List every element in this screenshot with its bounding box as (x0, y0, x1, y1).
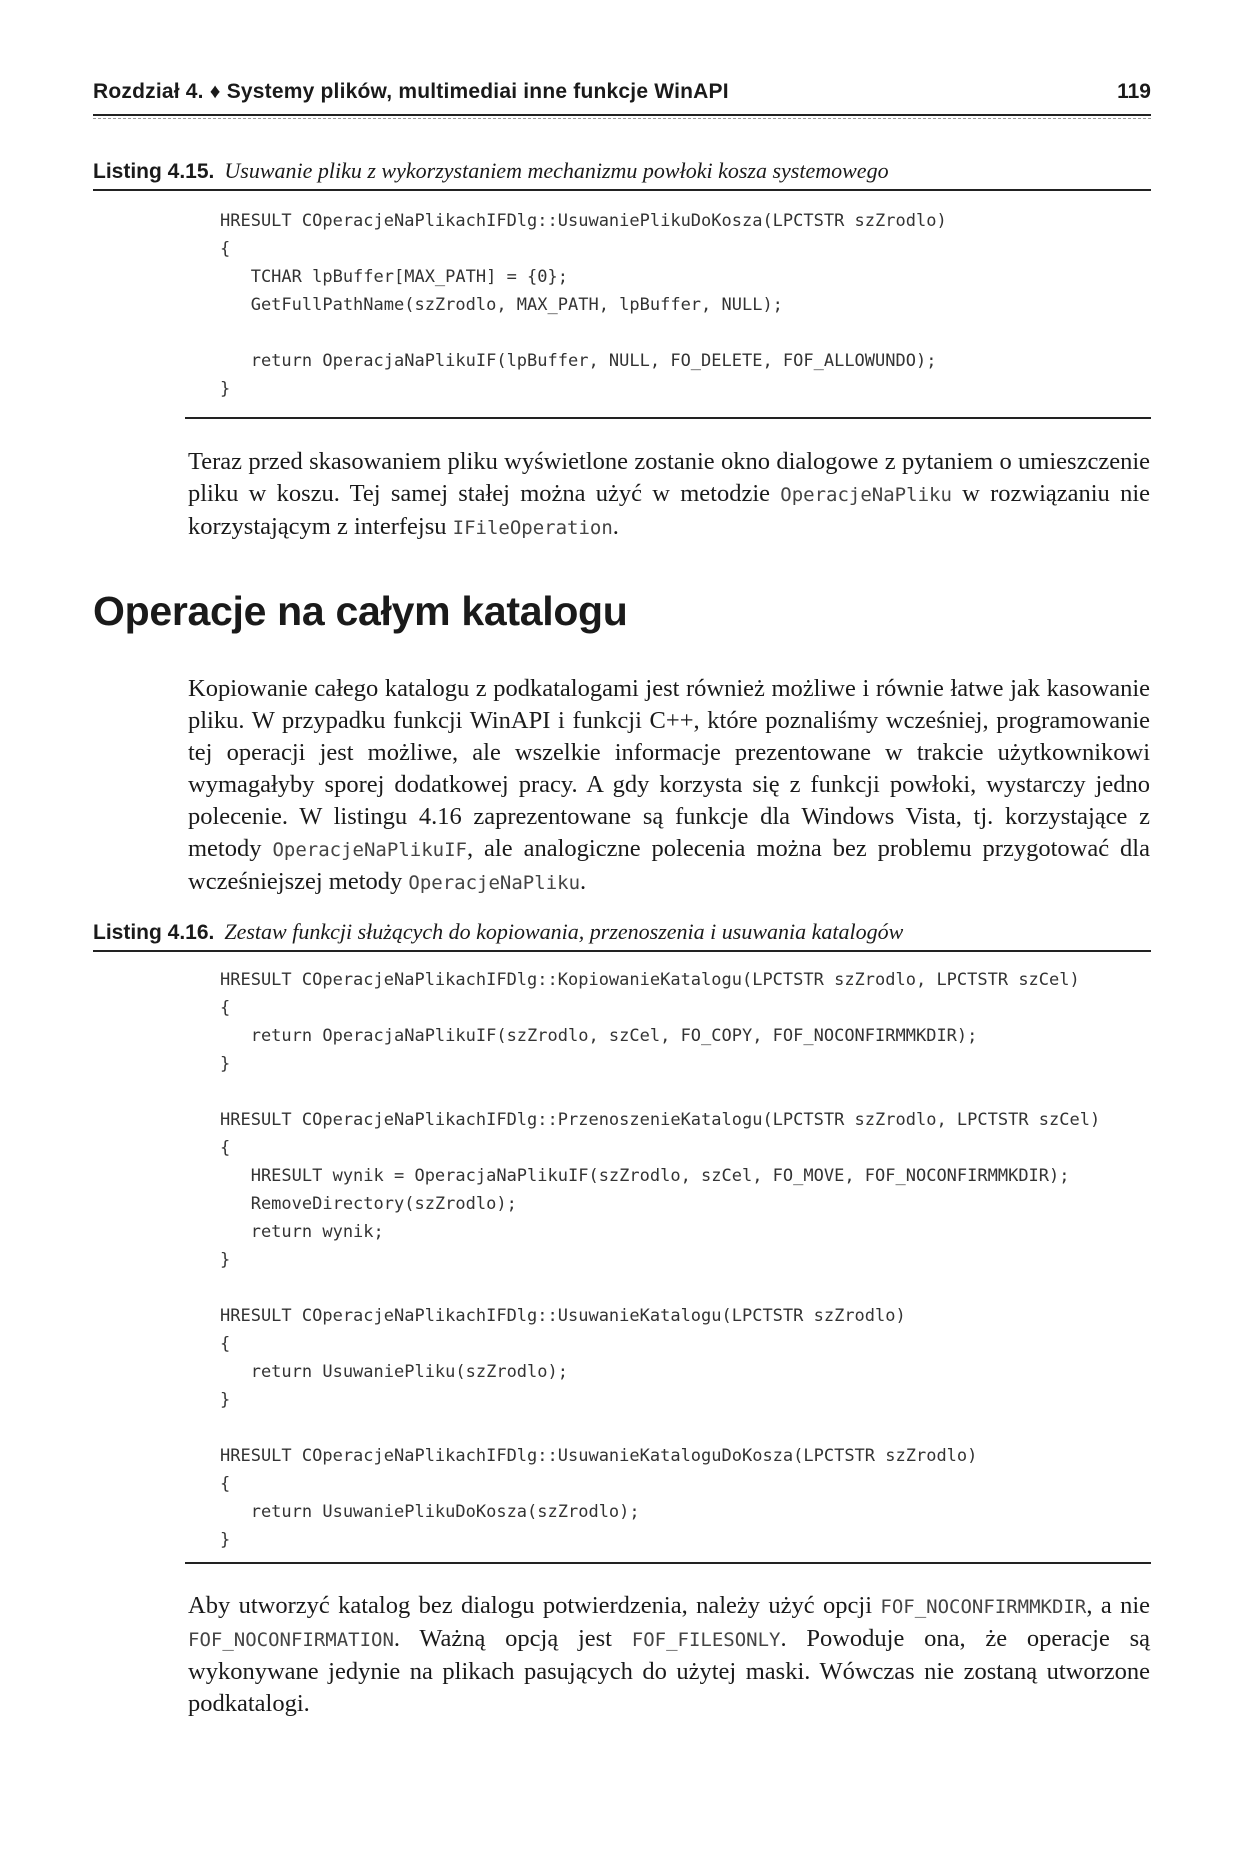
paragraph-1-text: Teraz przed skasowaniem pliku wyświetlone zostanie okno dialogowe z pytaniem o umieszczenie pliku w koszu. Tej samej stałej można użyć w metodzie (188, 448, 1150, 507)
code-line (220, 1414, 1100, 1442)
inline-code-operacjenapliku: OperacjeNaPliku (780, 484, 952, 506)
code-line: { (220, 1138, 231, 1158)
paragraph-1-text-3: . (612, 513, 619, 540)
paragraph-3-text-4: . Powoduje ona, że operacje są wykonywane jedynie na plikach pasujących do użytej maski. Wówczas nie zostaną utworzone podkatalogi. (188, 1625, 1151, 1717)
header-dashed-rule (93, 118, 1151, 119)
section-heading: Operacje na całym katalogu (93, 588, 628, 634)
code-line: TCHAR lpBuffer[MAX_PATH] = {0}; (220, 267, 568, 287)
code-line: { (220, 1334, 231, 1354)
code-line: HRESULT COperacjeNaPlikachIFDlg::UsuwaniePlikuDoKosza(LPCTSTR szZrodlo) (220, 211, 947, 231)
code-line: GetFullPathName(szZrodlo, MAX_PATH, lpBuffer, NULL); (220, 295, 783, 315)
code-line: RemoveDirectory(szZrodlo); (220, 1194, 517, 1214)
inline-code-fof-filesonly: FOF_FILESONLY (631, 1629, 781, 1651)
code-line: HRESULT COperacjeNaPlikachIFDlg::KopiowanieKatalogu(LPCTSTR szZrodlo, LPCTSTR szCel) (220, 970, 1080, 990)
paragraph-2 (188, 673, 1150, 899)
paragraph-1 (188, 446, 1150, 544)
paragraph-3-text-2: , a nie (1086, 1592, 1150, 1619)
code-line (220, 319, 947, 347)
inline-code-operacjenaplikuif: OperacjeNaPlikuIF (272, 839, 467, 861)
code-line: } (220, 1250, 231, 1270)
code-line: return OperacjaNaPlikuIF(szZrodlo, szCel, FO_COPY, FOF_NOCONFIRMMKDIR); (220, 1026, 978, 1046)
inline-code-fof-noconfirmation: FOF_NOCONFIRMATION (188, 1629, 394, 1651)
code-line: } (220, 1390, 231, 1410)
code-line: HRESULT COperacjeNaPlikachIFDlg::UsuwanieKataloguDoKosza(LPCTSTR szZrodlo) (220, 1446, 978, 1466)
listing-4-15-code (220, 207, 947, 403)
code-line: return wynik; (220, 1222, 384, 1242)
running-header-title: Rozdział 4. ♦ Systemy plików, multimediai inne funkcje WinAPI (93, 80, 729, 103)
listing-4-16-title: Zestaw funkcji służących do kopiowania, przenoszenia i usuwania katalogów (224, 919, 904, 944)
code-line: { (220, 239, 231, 259)
listing-4-16-code (220, 966, 1100, 1554)
listing-4-16-caption (93, 919, 1151, 945)
code-line: } (220, 379, 231, 399)
code-line: HRESULT COperacjeNaPlikachIFDlg::UsuwanieKatalogu(LPCTSTR szZrodlo) (220, 1306, 906, 1326)
paragraph-1-text-2: w rozwiązaniu nie korzystającym z interfejsu (188, 480, 1150, 540)
header-rule (93, 114, 1151, 116)
code-line: { (220, 1474, 231, 1494)
code-line (220, 1274, 1100, 1302)
code-line: } (220, 1530, 231, 1550)
code-line: HRESULT COperacjeNaPlikachIFDlg::PrzenoszenieKatalogu(LPCTSTR szZrodlo, LPCTSTR szCel) (220, 1110, 1101, 1130)
page-number: 119 (1117, 80, 1151, 103)
listing-4-16-bottom-rule (185, 1562, 1151, 1564)
paragraph-2-text: Kopiowanie całego katalogu z podkatalogami jest również możliwe i równie łatwe jak kasowanie pliku. W przypadku funkcji WinAPI i funkcji C++, które poznaliśmy wcześniej, programowanie tej operacji jest możliwe, ale wszelkie informacje prezentowane w trakcie użytkownikowi wymagałyby sporej dodatkowej pracy. A gdy korzysta się z funkcji powłoki, wystarczy jedno polecenie. W listingu 4.16 zaprezentowane są funkcje dla Windows Vista, tj. korzystające z metody (188, 675, 1150, 862)
running-header (93, 74, 1151, 118)
listing-4-15-bottom-rule (185, 417, 1151, 419)
listing-4-15-caption (93, 158, 1151, 184)
listing-4-15-top-rule (93, 189, 1151, 191)
inline-code-ifileoperation: IFileOperation (452, 517, 613, 539)
listing-4-16-top-rule (93, 950, 1151, 952)
code-line: return OperacjaNaPlikuIF(lpBuffer, NULL, FO_DELETE, FOF_ALLOWUNDO); (220, 351, 937, 371)
paragraph-3-text-3: . Ważną opcją jest (393, 1625, 632, 1652)
code-line: return UsuwaniePliku(szZrodlo); (220, 1362, 568, 1382)
paragraph-2-text-2: , ale analogiczne polecenia można bez problemu przygotować dla wcześniejszej metody (188, 835, 1150, 895)
code-line: } (220, 1054, 231, 1074)
code-line: { (220, 998, 231, 1018)
inline-code-fof-noconfirmmkdir: FOF_NOCONFIRMMKDIR (880, 1596, 1087, 1618)
paragraph-3-text: Aby utworzyć katalog bez dialogu potwierdzenia, należy użyć opcji (188, 1592, 881, 1619)
listing-4-15-title: Usuwanie pliku z wykorzystaniem mechanizmu powłoki kosza systemowego (224, 158, 889, 183)
listing-4-16-label: Listing 4.16. (93, 921, 215, 944)
code-line (220, 1078, 1100, 1106)
inline-code-operacjenapliku-2: OperacjeNaPliku (408, 872, 581, 894)
listing-4-15-label: Listing 4.15. (93, 160, 215, 183)
paragraph-3 (188, 1590, 1150, 1720)
code-line: HRESULT wynik = OperacjaNaPlikuIF(szZrodlo, szCel, FO_MOVE, FOF_NOCONFIRMMKDIR); (220, 1166, 1070, 1186)
code-line: return UsuwaniePlikuDoKosza(szZrodlo); (220, 1502, 640, 1522)
paragraph-2-text-3: . (580, 868, 587, 895)
